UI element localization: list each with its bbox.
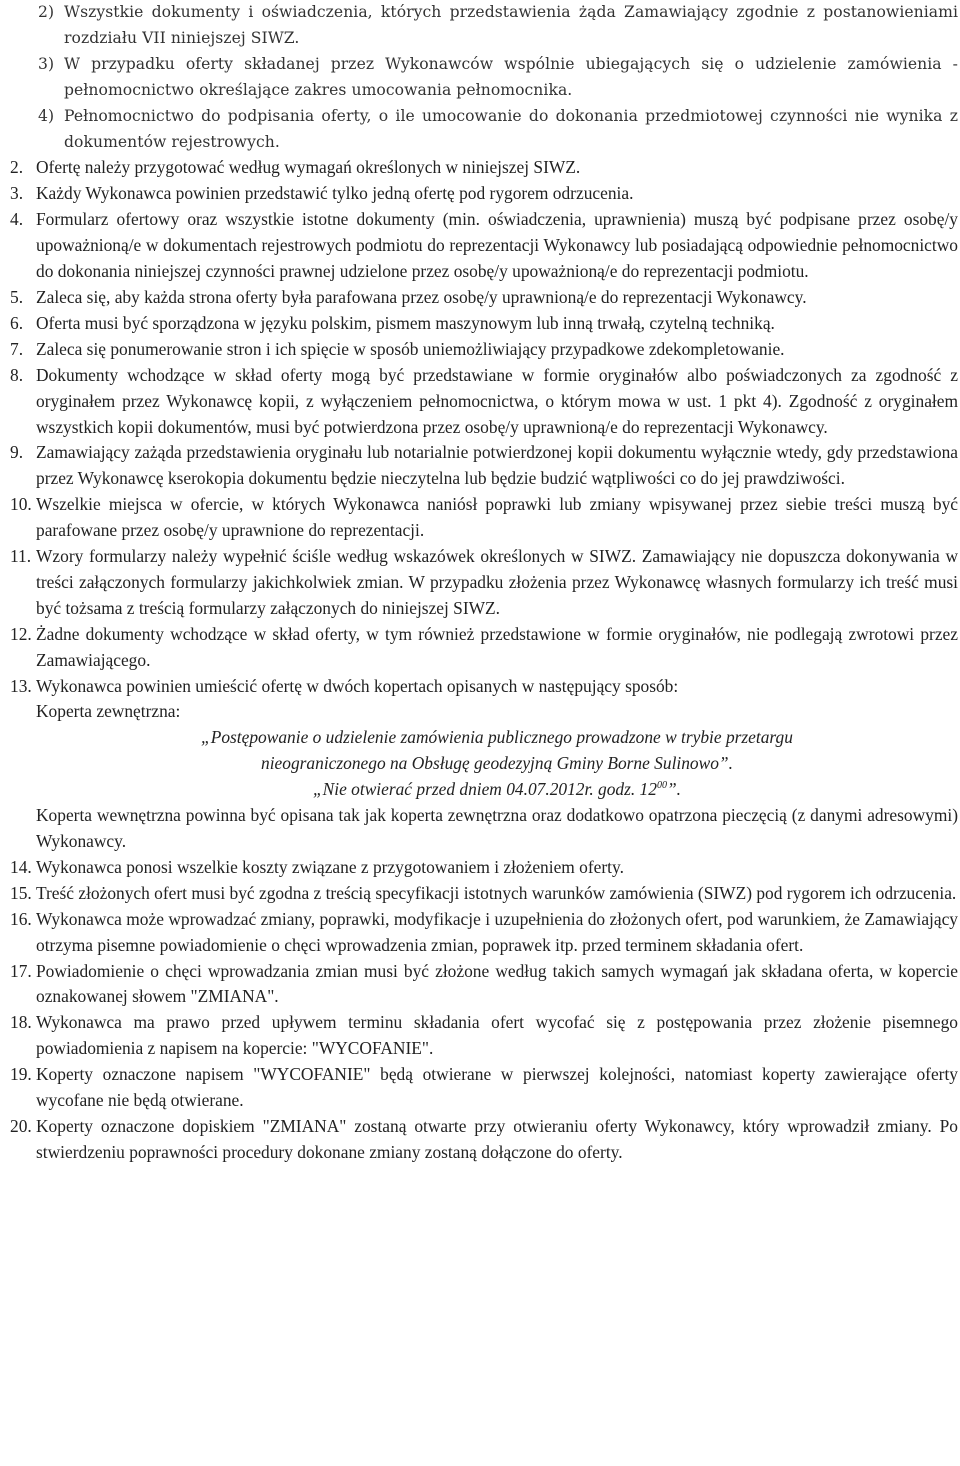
item-number: 9. — [10, 442, 24, 463]
envelope-quote-line: „Postępowanie o udzielenie zamówienia publicznego prowadzone w trybie przetargu — [201, 727, 793, 748]
list-item — [10, 207, 958, 285]
sub-item-number: 2) — [38, 3, 55, 21]
item-text: Zamawiający zażąda przedstawienia oryginału lub notarialnie potwierdzonej kopii dokumentu wyłącznie wtedy, gdy przedstawiona przez Wykonawcę kserokopia dokumentu będzie nieczytelna lub będzie budzić wątpliwości co do jej prawdziwości. — [36, 442, 958, 489]
item-text: Wszelkie miejsca w ofercie, w których Wykonawca naniósł poprawki lub zmiany wpisywanej przez siebie treści muszą być parafowane przez osobę/y uprawnione do reprezentacji. — [36, 494, 958, 541]
item-number: 2. — [10, 157, 24, 178]
item-number: 17. — [10, 960, 32, 981]
item-text: Wykonawca może wprowadzać zmiany, poprawki, modyfikacje i uzupełnienia do złożonych ofert, pod warunkiem, że Zamawiający otrzyma pisemne powiadomienie o chęci wprowadzenia zmian, poprawek itp. przed terminem składania ofert. — [36, 908, 958, 955]
item-text: Wykonawca ponosi wszelkie koszty związane z przygotowaniem i złożeniem oferty. — [36, 856, 624, 877]
item-number: 15. — [10, 882, 32, 903]
item-text: Żadne dokumenty wchodzące w skład oferty, w tym również przedstawione w formie oryginałów, nie podlegają zwrotowi przez Zamawiającego. — [36, 623, 958, 670]
item-text: Koperty oznaczone dopiskiem "ZMIANA" zostaną otwarte przy otwieraniu oferty Wykonawcy, który wprowadził zmiany. Po stwierdzeniu poprawności procedury dokonane zmiany zostaną dołączone do oferty. — [36, 1115, 958, 1162]
envelope-quote-line — [36, 777, 958, 803]
item-number: 10. — [10, 494, 32, 515]
item-text: Oferta musi być sporządzona w języku polskim, pismem maszynowym lub inną trwałą, czytelną techniką. — [36, 312, 775, 333]
list-item — [10, 1114, 958, 1166]
sub-item-number: 3) — [38, 54, 55, 73]
inner-envelope-text: Koperta wewnętrzna powinna być opisana tak jak koperta zewnętrzna oraz dodatkowo opatrzona pieczęcią (z danymi adresowymi) Wykonawcy. — [36, 805, 958, 851]
list-item — [10, 181, 958, 207]
item-number: 3. — [10, 183, 24, 204]
item-number: 20. — [10, 1115, 32, 1136]
item-text: Wykonawca powinien umieścić ofertę w dwóch kopertach opisanych w następujący sposób: — [36, 675, 679, 696]
item-text: Powiadomienie o chęci wprowadzania zmian musi być złożone według takich samych wymagań jak składana oferta, w kopercie oznakowanej słowem "ZMIANA". — [36, 960, 958, 1007]
item-text: Zaleca się ponumerowanie stron i ich spięcie w sposób uniemożliwiający przypadkowe zdekompletowanie. — [36, 338, 785, 359]
list-item — [10, 907, 958, 959]
envelope-deadline-minutes: 00 — [656, 780, 667, 792]
list-item — [10, 492, 958, 544]
list-item — [10, 285, 958, 311]
item-number: 4. — [10, 209, 24, 230]
list-item — [10, 959, 958, 1011]
item-number: 5. — [10, 286, 24, 307]
item-text: Treść złożonych ofert musi być zgodna z treścią specyfikacji istotnych warunków zamówienia (SIWZ) pod rygorem ich odrzucenia. — [36, 882, 957, 903]
list-item — [10, 855, 958, 881]
item-text: Wzory formularzy należy wypełnić ściśle według wskazówek określonych w SIWZ. Zamawiający nie dopuszcza dokonywania w treści załączonych formularzy jakichkolwiek zmian. W przypadku złożenia przez Wykonawcę własnych formularzy ich treść musi być tożsama z treścią formularzy załączonych do niniejszej SIWZ. — [36, 546, 958, 618]
outer-envelope-label: Koperta zewnętrzna: — [36, 701, 181, 722]
list-item — [10, 1010, 958, 1062]
list-item — [10, 544, 958, 622]
list-item — [10, 881, 958, 907]
item-number: 16. — [10, 908, 32, 929]
list-item — [10, 622, 958, 674]
sub-item-number: 4) — [38, 106, 55, 125]
item-text: Zaleca się, aby każda strona oferty była parafowana przez osobę/y uprawnioną/e do reprezentacji Wykonawcy. — [36, 286, 807, 307]
envelope-deadline-end: ”. — [666, 779, 681, 800]
item-number: 18. — [10, 1012, 32, 1033]
item-number: 13. — [10, 675, 32, 696]
item-number: 11. — [10, 546, 32, 567]
item-number: 8. — [10, 364, 24, 385]
item-text: Wykonawca ma prawo przed upływem terminu składania ofert wycofać się z postępowania przez złożenie pisemnego powiadomienia z napisem na kopercie: "WYCOFANIE". — [36, 1012, 958, 1059]
sub-item — [38, 0, 958, 52]
item-number: 12. — [10, 623, 32, 644]
sub-item — [38, 104, 958, 156]
envelope-deadline-text: „Nie otwierać przed dniem 04.07.2012r. godz. 12 — [313, 779, 657, 800]
sub-item — [38, 52, 958, 104]
item-number: 6. — [10, 312, 24, 333]
item-text: Dokumenty wchodzące w skład oferty mogą być przedstawiane w formie oryginałów albo poświadczonych za zgodność z oryginałem przez Wykonawcę kopii, z wyłączeniem pełnomocnictwa, o którym mowa w ust. 1 pkt 4). Zgodność z oryginałem wszystkich kopii dokumentów, musi być potwierdzona przez osobę/y uprawnioną/e do reprezentacji Wykonawcy. — [36, 364, 958, 437]
item-number: 19. — [10, 1064, 32, 1085]
item-text: Formularz ofertowy oraz wszystkie istotne dokumenty (min. oświadczenia, uprawnienia) muszą być podpisane przez osobę/y upoważnioną/e w dokumentach rejestrowych podmiotu do reprezentacji Wykonawcy lub posiadającą odpowiednie pełnomocnictwo do dokonania niniejszej czynności prawnej udzielone przez osobę/y upoważnioną/e do reprezentacji podmiotu. — [36, 209, 958, 282]
sub-item-text: Pełnomocnictwo do podpisania oferty, o ile umocowanie do dokonania przedmiotowej czynności nie wynika z dokumentów rejestrowych. — [64, 106, 958, 151]
list-item — [10, 363, 958, 441]
list-item — [10, 311, 958, 337]
list-item-envelopes — [10, 674, 958, 855]
list-item — [10, 155, 958, 181]
sub-item-text: Wszystkie dokumenty i oświadczenia, których przedstawienia żąda Zamawiający zgodnie z postanowieniami rozdziału VII niniejszej SIWZ. — [64, 3, 958, 47]
item-text: Ofertę należy przygotować według wymagań określonych w niniejszej SIWZ. — [36, 157, 581, 178]
sub-item-text: W przypadku oferty składanej przez Wykonawców wspólnie ubiegających się o udzielenie zamówienia - pełnomocnictwo określające zakres umocowania pełnomocnika. — [64, 54, 958, 99]
list-item — [10, 440, 958, 492]
list-item — [10, 1062, 958, 1114]
envelope-quote-line: nieograniczonego na Obsługę geodezyjną Gminy Borne Sulinowo”. — [261, 753, 733, 774]
item-text: Każdy Wykonawca powinien przedstawić tylko jedną ofertę pod rygorem odrzucenia. — [36, 183, 634, 204]
item-number: 7. — [10, 338, 24, 359]
list-item — [10, 337, 958, 363]
item-text: Koperty oznaczone napisem "WYCOFANIE" będą otwierane w pierwszej kolejności, natomiast koperty zawierające oferty wycofane nie będą otwierane. — [36, 1064, 958, 1111]
item-number: 14. — [10, 856, 32, 877]
item-body — [36, 674, 958, 855]
